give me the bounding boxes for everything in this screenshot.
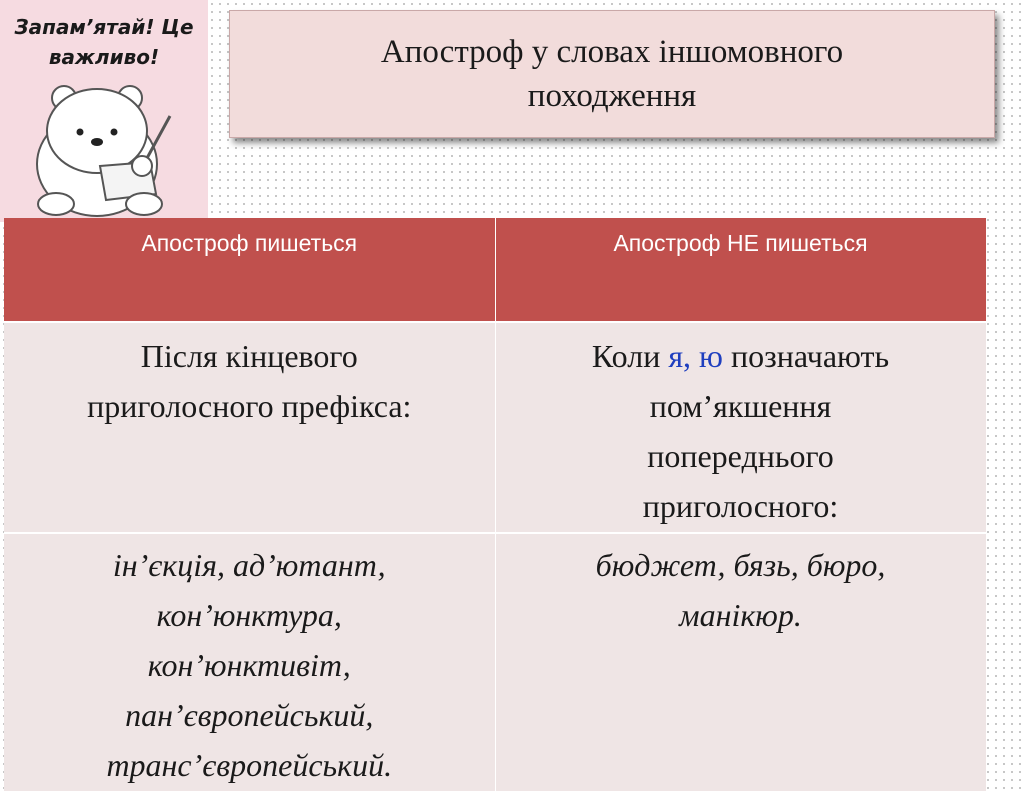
rule-left-line-2: приголосного префікса: xyxy=(87,388,412,424)
rule-right-prefix: Коли xyxy=(591,338,669,374)
rule-right-line-4: приголосного: xyxy=(642,488,839,524)
letter-comma: , xyxy=(683,338,700,374)
sticker-caption xyxy=(0,12,208,72)
title-line-1: Апостроф у словах іншомовного xyxy=(380,34,844,70)
apostrophe-rules-table xyxy=(4,218,987,793)
example-right-1: бюджет, бязь, бюро, xyxy=(595,547,886,583)
table-row-rules xyxy=(4,322,986,533)
slide-title xyxy=(229,10,995,138)
rule-right-line-2: пом’якшення xyxy=(649,388,832,424)
rule-cell-written xyxy=(4,322,495,533)
header-apostrophe-written: Апостроф пишеться xyxy=(4,218,495,322)
bear-writing-icon xyxy=(22,76,192,218)
example-left-3: кон’юнктивіт, xyxy=(147,647,351,683)
rule-cell-not-written xyxy=(495,322,986,533)
letter-yu: ю xyxy=(699,338,723,374)
header-apostrophe-not-written: Апостроф НЕ пишеться xyxy=(495,218,986,322)
title-line-2: походження xyxy=(527,78,697,114)
rule-right-line-3: попереднього xyxy=(647,438,834,474)
rule-left-line-1: Після кінцевого xyxy=(140,338,358,374)
rule-right-suffix: позначають xyxy=(722,338,890,374)
table-row-examples xyxy=(4,533,986,792)
sticker-line-1: Запам’ятай! Це xyxy=(14,15,194,39)
example-left-1: ін’єкція, ад’ютант, xyxy=(112,547,386,583)
sticker-line-2: важливо! xyxy=(48,45,160,69)
example-right-2: манікюр. xyxy=(679,597,802,633)
examples-cell-written xyxy=(4,533,495,792)
example-left-2: кон’юнктура, xyxy=(156,597,342,633)
example-left-5: транс’європейський. xyxy=(106,747,393,783)
letter-ya: я xyxy=(668,338,684,374)
example-left-4: пан’європейський, xyxy=(125,697,374,733)
table-header-row xyxy=(4,218,986,322)
remember-sticker xyxy=(0,0,208,222)
examples-cell-not-written xyxy=(495,533,986,792)
rule-right-line-1 xyxy=(497,331,985,381)
